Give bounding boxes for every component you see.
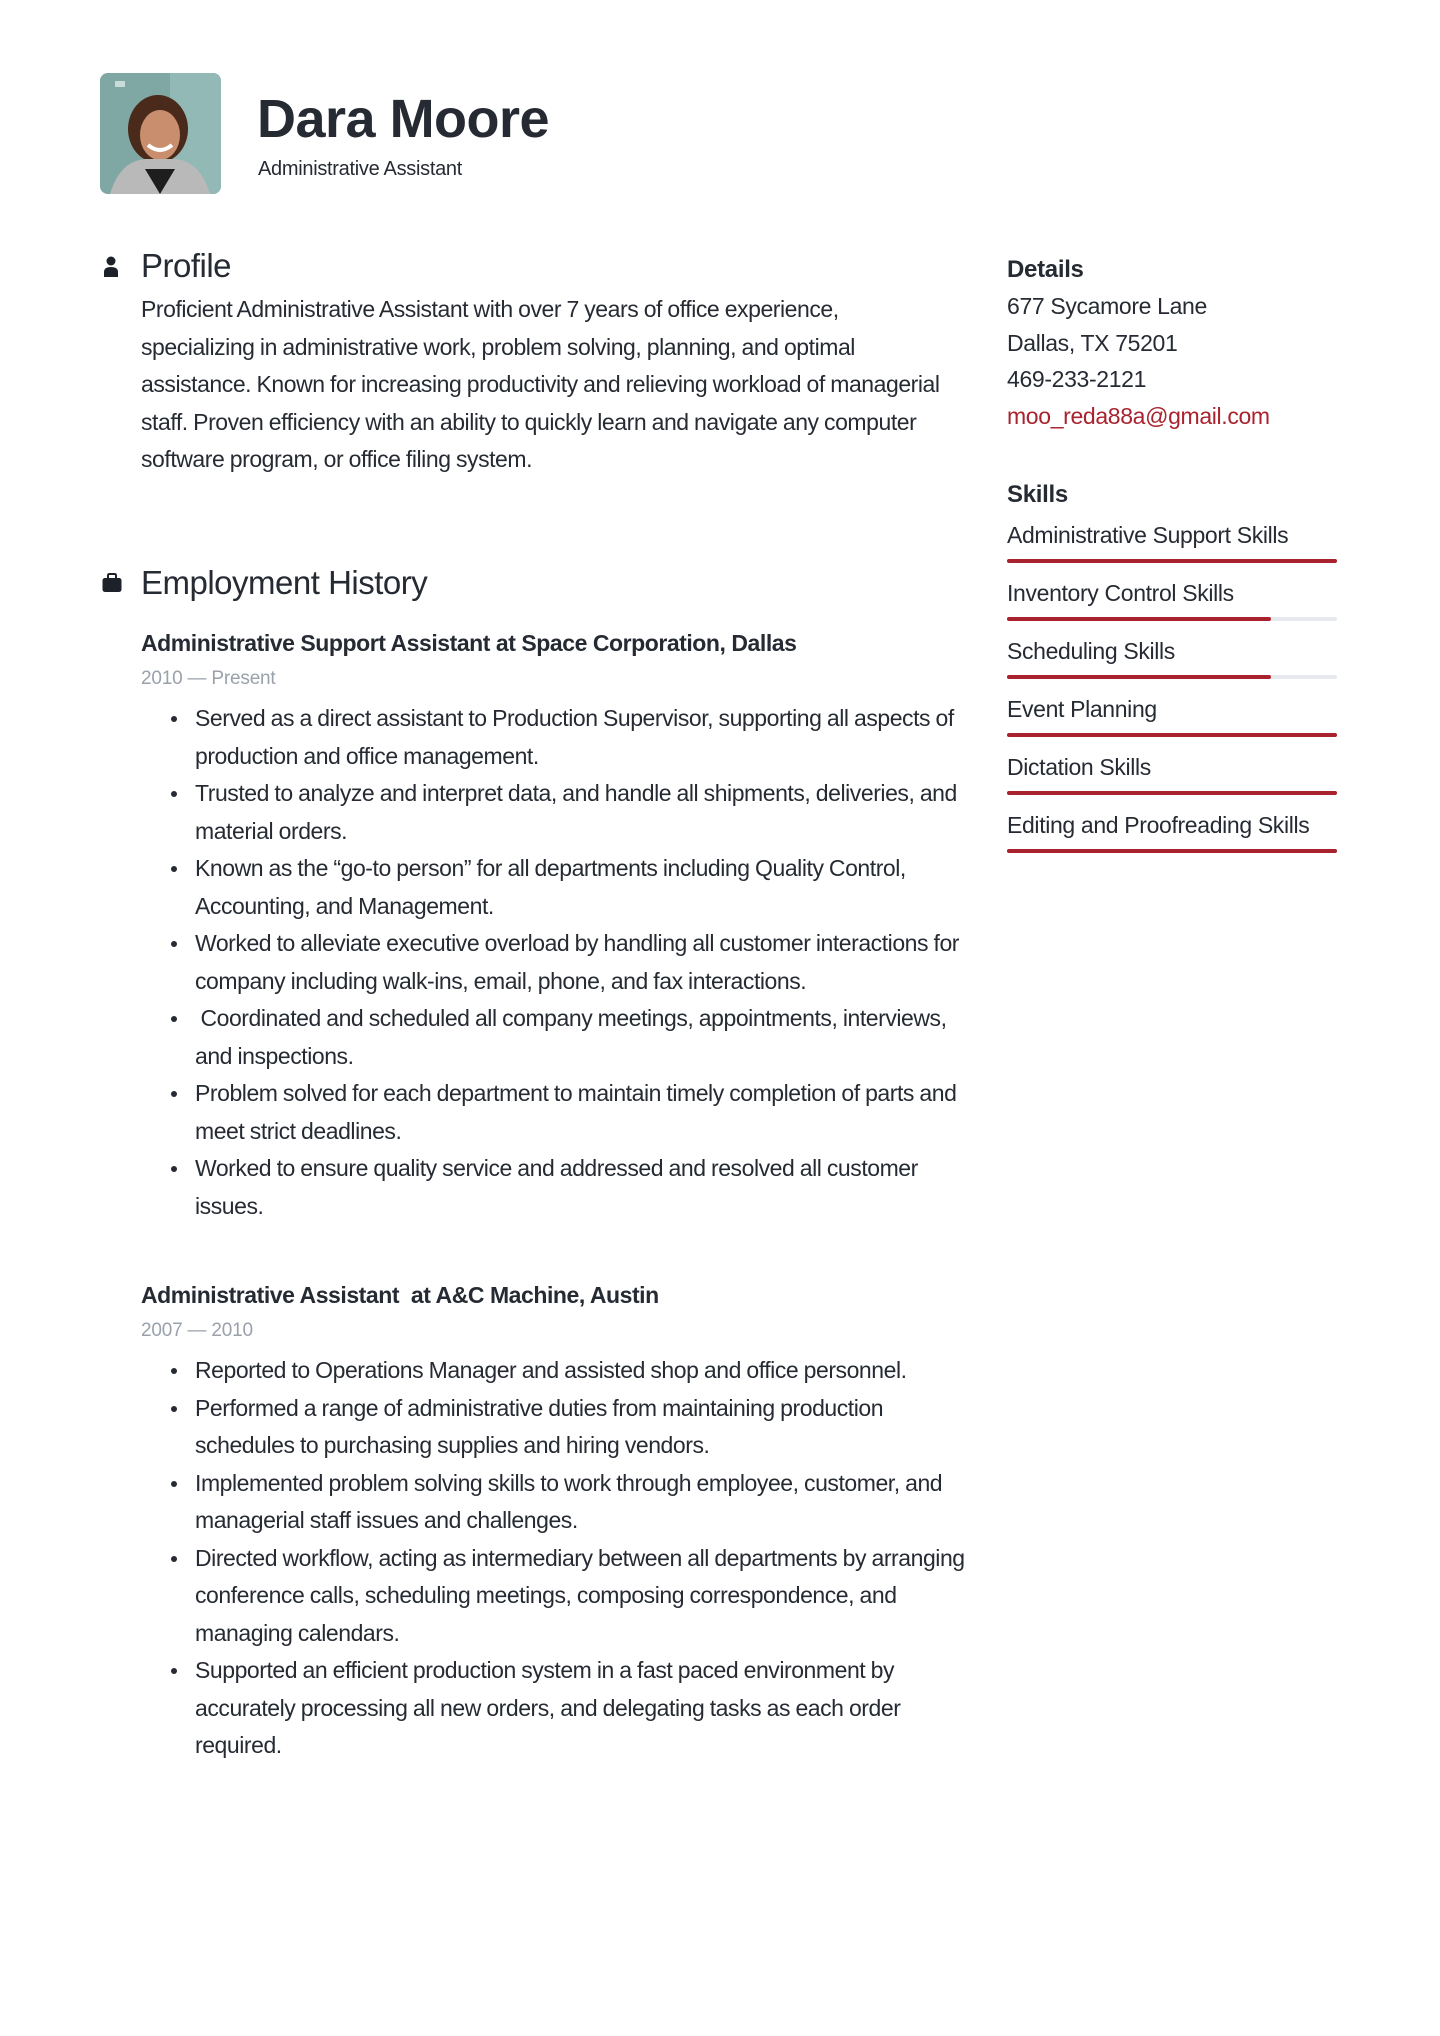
list-item — [141, 1390, 965, 1465]
details-section — [1007, 255, 1347, 435]
skill-level-bar — [1007, 849, 1337, 853]
skill-item — [1007, 569, 1337, 621]
list-item — [141, 1652, 965, 1765]
skill-item — [1007, 627, 1337, 679]
skill-item — [1007, 685, 1337, 737]
address-line-2: Dallas, TX 75201 — [1007, 329, 1178, 356]
job-heading: Administrative Support Assistant at Space Corporation, Dallas — [141, 630, 797, 656]
bullet-icon — [171, 941, 177, 947]
list-item — [141, 1540, 971, 1653]
phone-number: 469-233-2121 — [1007, 366, 1147, 393]
candidate-job-title: Administrative Assistant — [258, 158, 462, 180]
skill-level-fill — [1007, 675, 1271, 679]
bullet-text: Directed workflow, acting as intermediary between all departments by arranging conference calls, scheduling meetings, composing correspondence, and managing calendars. — [195, 1544, 971, 1646]
skill-level-fill — [1007, 733, 1337, 737]
job-dates: 2007 — 2010 — [141, 1320, 253, 1341]
job-entry — [141, 628, 971, 1225]
bullet-text: Supported an efficient production system in a fast paced environment by accurately processing all new orders, and delegating tasks as each order required. — [195, 1657, 906, 1758]
bullet-text: Problem solved for each department to maintain timely completion of parts and meet strict deadlines. — [195, 1080, 962, 1144]
skill-level-fill — [1007, 559, 1337, 563]
bullet-icon — [171, 866, 177, 872]
bullet-icon — [171, 1406, 177, 1412]
skill-level-fill — [1007, 617, 1271, 621]
briefcase-icon — [102, 573, 122, 598]
candidate-name: Dara Moore — [257, 89, 550, 149]
list-item — [141, 1000, 965, 1075]
profile-photo — [100, 73, 221, 194]
skill-level-bar — [1007, 675, 1337, 679]
skill-name: Inventory Control Skills — [1007, 580, 1234, 606]
skills-section — [1007, 480, 1337, 859]
address-line-1: 677 Sycamore Lane — [1007, 293, 1207, 319]
skill-name: Editing and Proofreading Skills — [1007, 812, 1310, 838]
bullet-text: Worked to alleviate executive overload by handling all customer interactions for company including walk-ins, email, phone, and fax interactions. — [195, 930, 965, 994]
bullet-icon — [171, 1368, 177, 1374]
skill-name: Scheduling Skills — [1007, 638, 1175, 664]
list-item — [141, 775, 965, 850]
bullet-text: Implemented problem solving skills to work through employee, customer, and managerial staff issues and challenges. — [195, 1469, 948, 1533]
bullet-icon — [171, 716, 177, 722]
list-item — [141, 1150, 965, 1225]
bullet-icon — [171, 1556, 177, 1562]
bullet-text: Known as the “go-to person” for all departments including Quality Control, Accounting, and Management. — [195, 855, 911, 919]
bullet-text: Reported to Operations Manager and assisted shop and office personnel. — [195, 1357, 907, 1383]
bullet-text: Served as a direct assistant to Production Supervisor, supporting all aspects of production and office management. — [195, 705, 960, 769]
job-bullets — [141, 700, 971, 1225]
employment-heading: Employment History — [141, 564, 428, 601]
skill-level-bar — [1007, 559, 1337, 563]
bullet-icon — [171, 1668, 177, 1674]
skill-level-fill — [1007, 791, 1337, 795]
profile-heading: Profile — [141, 247, 232, 284]
skills-heading: Skills — [1007, 481, 1068, 508]
list-item — [141, 1352, 965, 1390]
skill-level-fill — [1007, 849, 1337, 853]
bullet-text: Trusted to analyze and interpret data, and handle all shipments, deliveries, and material orders. — [195, 780, 963, 844]
bullet-icon — [171, 1481, 177, 1487]
portrait-photo-icon — [100, 73, 221, 194]
person-icon — [103, 256, 119, 283]
skill-name: Dictation Skills — [1007, 754, 1151, 780]
skill-name: Administrative Support Skills — [1007, 522, 1289, 548]
bullet-icon — [171, 791, 177, 797]
job-dates: 2010 — Present — [141, 668, 276, 689]
skill-level-bar — [1007, 791, 1337, 795]
list-item — [141, 1465, 965, 1540]
list-item — [141, 1075, 965, 1150]
list-item — [141, 850, 965, 925]
bullet-text: Worked to ensure quality service and addressed and resolved all customer issues. — [195, 1155, 924, 1219]
list-item — [141, 700, 965, 775]
skill-item — [1007, 801, 1337, 853]
job-heading: Administrative Assistant at A&C Machine, Austin — [141, 1282, 659, 1308]
skill-level-bar — [1007, 733, 1337, 737]
profile-summary: Proficient Administrative Assistant with over 7 years of office experience, specializing in administrative work, problem solving, planning, and optimal assistance. Known for increasing productivity and relieving workload of managerial staff. Proven efficiency with an ability to quickly learn and navigate any computer software program, or office filing system. — [141, 296, 940, 472]
list-item — [141, 925, 965, 1000]
job-bullets — [141, 1352, 971, 1765]
skill-item — [1007, 511, 1337, 563]
skill-item — [1007, 743, 1337, 795]
bullet-icon — [171, 1091, 177, 1097]
bullet-text: Performed a range of administrative duties from maintaining production schedules to purchasing supplies and hiring vendors. — [195, 1394, 889, 1458]
details-heading: Details — [1007, 256, 1084, 283]
skill-name: Event Planning — [1007, 696, 1157, 722]
bullet-text: Coordinated and scheduled all company meetings, appointments, interviews, and inspections. — [195, 1005, 953, 1069]
bullet-icon — [171, 1016, 177, 1022]
job-entry — [141, 1280, 971, 1765]
bullet-icon — [171, 1166, 177, 1172]
skill-level-bar — [1007, 617, 1337, 621]
email-link[interactable]: moo_reda88a@gmail.com — [1007, 403, 1270, 430]
